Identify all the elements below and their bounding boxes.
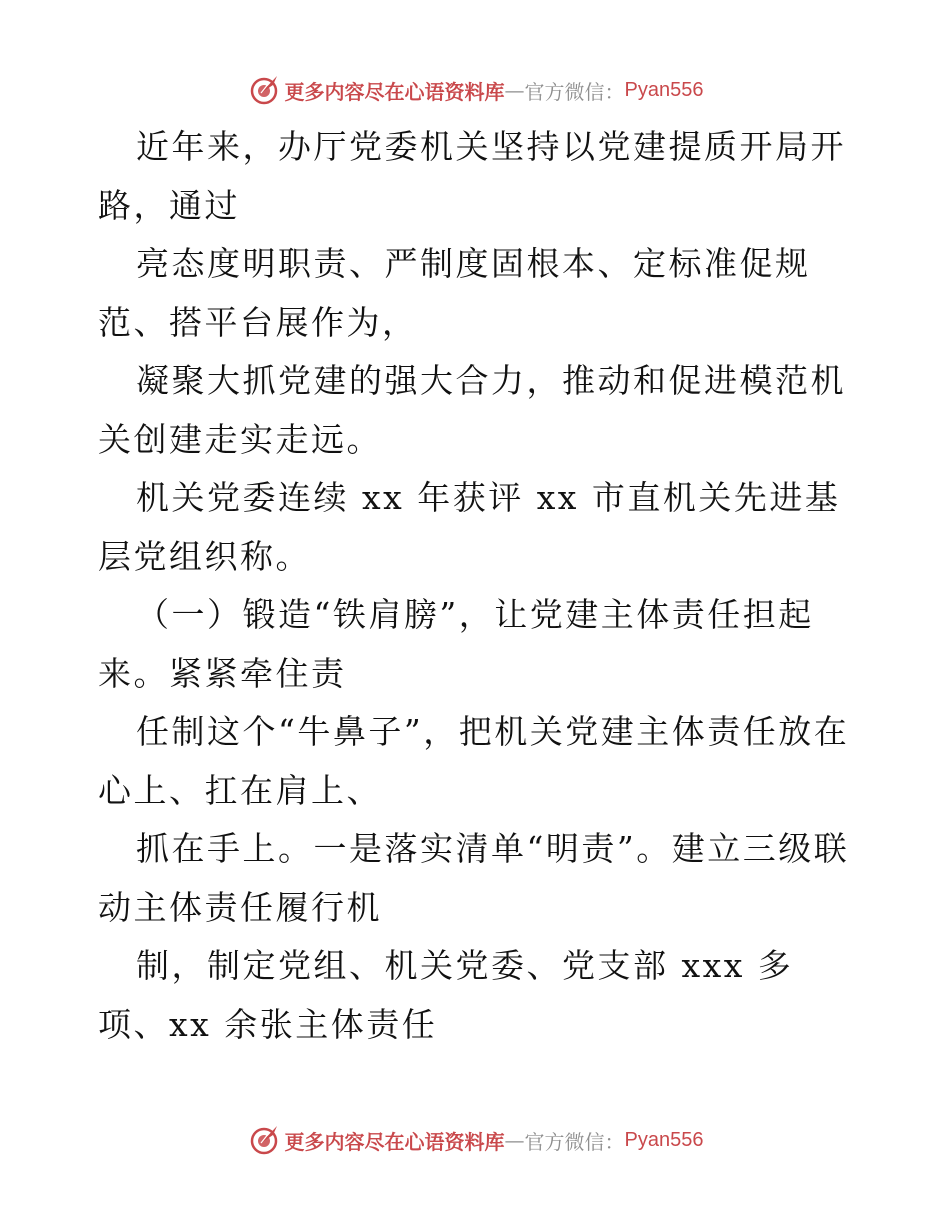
banner-wechat-label: 官方微信：: [524, 1129, 625, 1154]
quill-logo-icon: [247, 1123, 281, 1157]
banner-wechat-id: Pyan556: [624, 1128, 704, 1151]
paragraph: 亮态度明职责、严制度固根本、定标准促规范、搭平台展作为，: [98, 244, 811, 342]
banner-wechat-id: Pyan556: [624, 78, 704, 101]
document-body: [98, 118, 858, 1054]
paragraph: 制，制定党组、机关党委、党支部 xxx 多项、xx 余张主体责任: [98, 946, 794, 1044]
paragraph: 凝聚大抓党建的强大合力，推动和促进模范机关创建走实走远。: [98, 361, 846, 459]
banner-wechat-label: 官方微信：: [524, 79, 625, 104]
header-watermark-banner: [0, 70, 950, 110]
banner-dash: —: [504, 78, 525, 102]
paragraph: 近年来，办厅党委机关坚持以党建提质开局开路，通过: [98, 127, 846, 225]
quill-logo-icon: [247, 73, 281, 107]
paragraph: （一）锻造“铁肩膀”，让党建主体责任担起来。紧紧牵住责: [98, 595, 814, 693]
paragraph: 任制这个“牛鼻子”，把机关党建主体责任放在心上、扛在肩上、: [98, 712, 850, 810]
paragraph: 机关党委连续 xx 年获评 xx 市直机关先进基层党组织称。: [98, 478, 841, 576]
banner-site-text: 更多内容尽在心语资料库: [284, 79, 505, 104]
footer-watermark-banner: [0, 1120, 950, 1160]
paragraph: 抓在手上。一是落实清单“明责”。建立三级联动主体责任履行机: [98, 829, 850, 927]
banner-dash: —: [504, 1128, 525, 1152]
banner-site-text: 更多内容尽在心语资料库: [284, 1129, 505, 1154]
